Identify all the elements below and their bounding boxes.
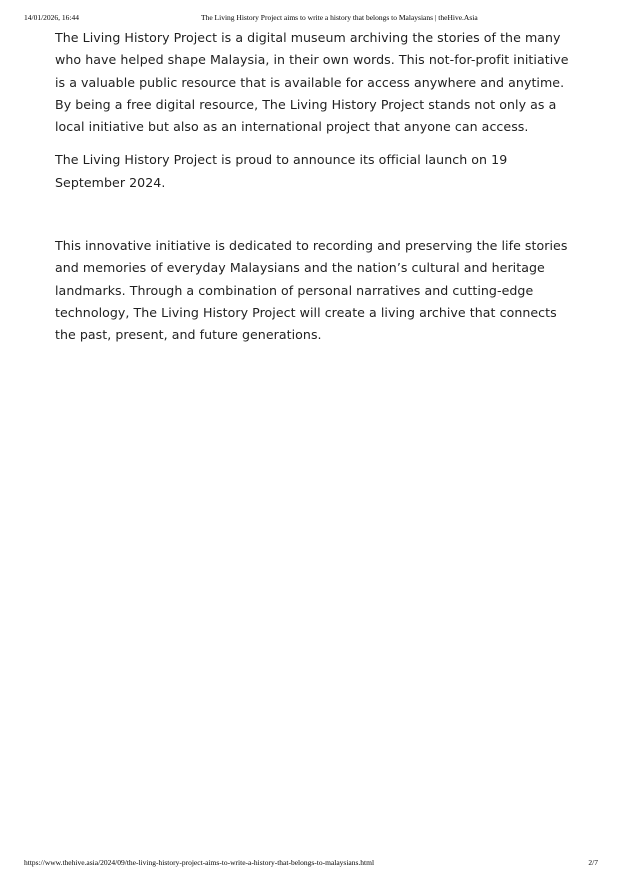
print-datetime: 14/01/2026, 16:44 <box>24 13 80 22</box>
print-page-title: The Living History Project aims to write a history that belongs to Malaysians | theHive.Asia <box>201 13 478 22</box>
article-body <box>55 27 575 347</box>
article-paragraph: The Living History Project is proud to announce its official launch on 19 September 2024. <box>55 152 508 190</box>
print-url: https://www.thehive.asia/2024/09/the-living-history-project-aims-to-write-a-history-that-belongs-to-malaysians.html <box>24 858 375 867</box>
print-header <box>24 13 598 25</box>
article-paragraph: The Living History Project is a digital museum archiving the stories of the many who have helped shape Malaysia, in their own words. This not-for-profit initiative is a valuable public resource that is available for access anywhere and anytime. By being a free digital resource, The Living History Project stands not only as a local initiative but also as an international project that anyone can access. <box>55 30 569 135</box>
print-footer <box>24 858 598 870</box>
print-page-number: 2/7 <box>588 858 598 867</box>
article-paragraph: This innovative initiative is dedicated to recording and preserving the life stories and memories of everyday Malaysians and the nation’s cultural and heritage landmarks. Through a combination of personal narratives and cutting-edge technology, The Living History Project will create a living archive that connects the past, present, and future generations. <box>55 238 568 343</box>
